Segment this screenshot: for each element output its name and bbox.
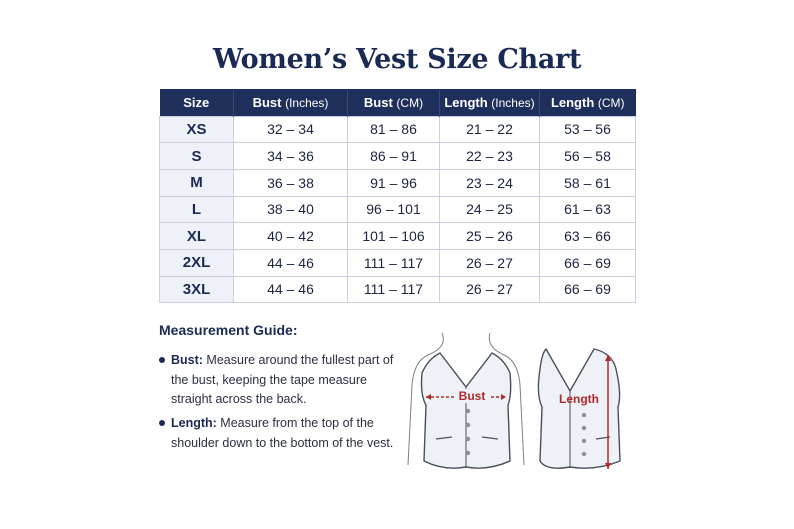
table-row (160, 223, 636, 250)
length-cm-cell: 61 – 63 (540, 196, 636, 223)
table-row (160, 169, 636, 196)
bust-inches-cell: 36 – 38 (234, 169, 348, 196)
length-inches-cell: 21 – 22 (440, 116, 540, 143)
size-cell: 3XL (160, 276, 234, 303)
table-row (160, 143, 636, 170)
size-cell: XL (160, 223, 234, 250)
table-row (160, 116, 636, 143)
size-cell: M (160, 169, 234, 196)
bust-inches-cell: 44 – 46 (234, 276, 348, 303)
size-cell: S (160, 143, 234, 170)
front-vest-on-mannequin-icon (408, 333, 524, 468)
length-inches-cell: 25 – 26 (440, 223, 540, 250)
length-inches-cell: 22 – 23 (440, 143, 540, 170)
header-length-cm: Length (CM) (540, 89, 636, 116)
bullet-dot-icon (159, 420, 165, 426)
vest-measurement-illustration (400, 325, 640, 475)
bust-inches-cell: 40 – 42 (234, 223, 348, 250)
bust-inches-cell: 34 – 36 (234, 143, 348, 170)
length-cm-cell: 56 – 58 (540, 143, 636, 170)
guide-item-length (159, 414, 404, 453)
table-header-row (160, 89, 636, 116)
length-inches-cell: 26 – 27 (440, 249, 540, 276)
guide-text: Measure around the fullest part of the bust, keeping the tape measure straight across the back. (171, 353, 394, 406)
length-cm-cell: 53 – 56 (540, 116, 636, 143)
bust-cm-cell: 96 – 101 (348, 196, 440, 223)
table-row (160, 196, 636, 223)
header-length-inches: Length (Inches) (440, 89, 540, 116)
table-row (160, 276, 636, 303)
length-cm-cell: 58 – 61 (540, 169, 636, 196)
bust-cm-cell: 101 – 106 (348, 223, 440, 250)
header-bust-inches: Bust (Inches) (234, 89, 348, 116)
page-title: Women’s Vest Size Chart (212, 44, 582, 75)
header-bust-cm: Bust (CM) (348, 89, 440, 116)
flat-vest-icon (538, 349, 620, 469)
length-cm-cell: 66 – 69 (540, 276, 636, 303)
bust-inches-cell: 44 – 46 (234, 249, 348, 276)
header-size: Size (160, 89, 234, 116)
size-cell: L (160, 196, 234, 223)
bullet-dot-icon (159, 357, 165, 363)
length-inches-cell: 23 – 24 (440, 169, 540, 196)
bust-label: Bust (458, 389, 486, 403)
guide-term: Bust: (171, 353, 203, 367)
guide-item-bust (159, 351, 404, 410)
size-chart-table (159, 89, 636, 303)
bust-cm-cell: 91 – 96 (348, 169, 440, 196)
bust-cm-cell: 86 – 91 (348, 143, 440, 170)
guide-term: Length: (171, 416, 217, 430)
bust-cm-cell: 111 – 117 (348, 276, 440, 303)
length-inches-cell: 24 – 25 (440, 196, 540, 223)
table-row (160, 249, 636, 276)
length-label: Length (559, 392, 599, 406)
bust-cm-cell: 111 – 117 (348, 249, 440, 276)
guide-text: Measure from the top of the shoulder down to the bottom of the vest. (171, 416, 394, 450)
measurement-guide-title: Measurement Guide: (159, 322, 298, 338)
bust-cm-cell: 81 – 86 (348, 116, 440, 143)
bust-inches-cell: 38 – 40 (234, 196, 348, 223)
size-cell: XS (160, 116, 234, 143)
length-cm-cell: 66 – 69 (540, 249, 636, 276)
length-cm-cell: 63 – 66 (540, 223, 636, 250)
size-cell: 2XL (160, 249, 234, 276)
length-inches-cell: 26 – 27 (440, 276, 540, 303)
bust-inches-cell: 32 – 34 (234, 116, 348, 143)
